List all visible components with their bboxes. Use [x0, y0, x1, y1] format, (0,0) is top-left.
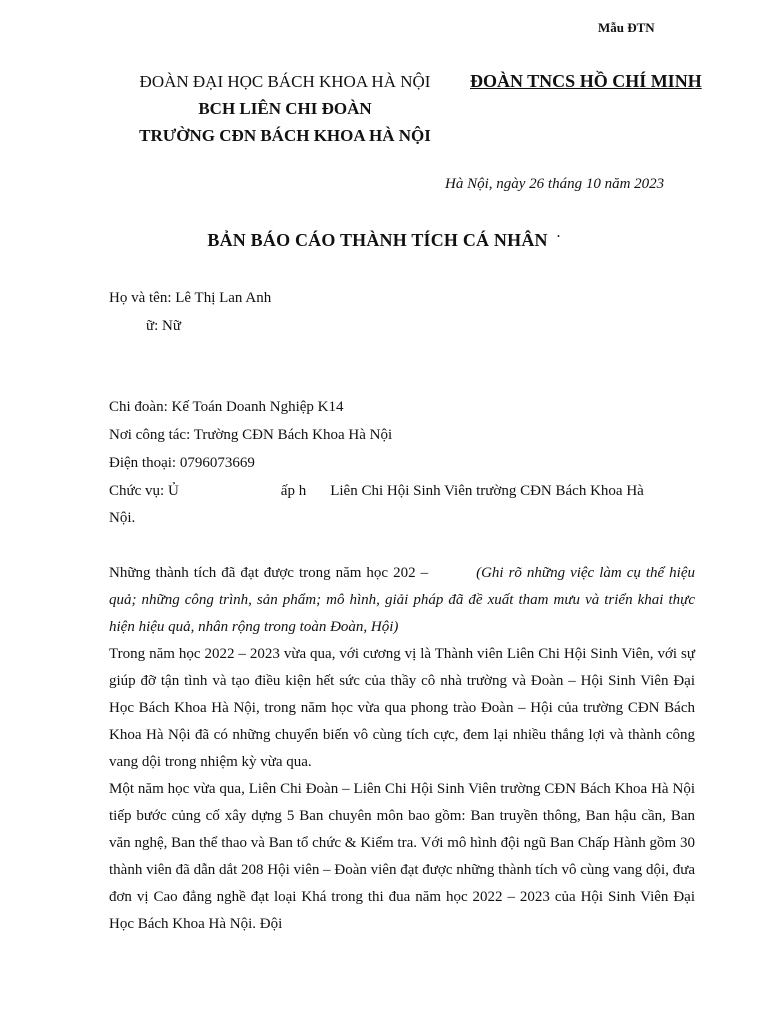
field-phone: Điện thoại: 0796073669 — [109, 455, 255, 471]
paragraph-1 — [109, 641, 695, 776]
organization-header-right: ĐOÀN TNCS HỒ CHÍ MINH — [470, 71, 702, 91]
field-position — [109, 481, 644, 501]
intro-paragraph — [109, 560, 695, 641]
paragraph-1-rest: – Hội Sinh Viên Đại Học Bách Khoa Hà Nội, trong năm học vừa qua phong trào Đoàn – Hội của trường CĐN Bách Khoa Hà Nội đã có những chuyển biến vô cùng tích cực, đem lại nhiều thắng lợi và thành công vang dội trong nhiệm kỳ vừa qua. — [109, 673, 696, 770]
paragraph-2: Một năm học vừa qua, Liên Chi Đoàn – Liên Chi Hội Sinh Viên trường CĐN Bách Khoa Hà Nội tiếp bước củng cố xây dựng 5 Ban chuyên môn bao gồm: Ban truyền thông, Ban hậu cần, Ban văn nghệ, Ban thể thao và Ban tổ chức & Kiểm tra. Với mô hình đội ngũ Ban Chấp Hành gồm 30 thành viên đã dẫn dắt 208 Hội viên – Đoàn viên đạt được những thành tích vô cùng vang dội, đưa đơn vị Cao đẳng nghề đạt loại Khá trong thi đua năm học 2022 – 2023 của Hội Sinh Viên Đại Học Bách Khoa Hà Nội. Đội — [109, 781, 695, 932]
document-title-text: BẢN BÁO CÁO THÀNH TÍCH CÁ NHÂN — [207, 230, 548, 250]
position-part-2: ấp h — [280, 483, 307, 499]
org-line-committee: BCH LIÊN CHI ĐOÀN — [198, 99, 372, 118]
date-line: Hà Nội, ngày 26 tháng 10 năm 2023 — [445, 176, 665, 192]
form-code: Mẫu ĐTN — [598, 20, 655, 35]
intro-note: (Ghi rõ những việc làm cụ thể hiệu quả; những công trình, sản phẩm; mô hình, giải pháp đã đề xuất tham mưu và triển khai thực hiện hiệu quả, nhân rộng trong toàn Đoàn, Hội) — [109, 565, 695, 635]
position-part-1: Chức vụ: Ủ — [109, 483, 179, 499]
field-sex: ữ: Nữ — [146, 318, 182, 334]
org-line-university-union: ĐOÀN ĐẠI HỌC BÁCH KHOA HÀ NỘI — [139, 72, 431, 91]
organization-header-left — [110, 68, 460, 149]
field-full-name: Họ và tên: Lê Thị Lan Anh — [109, 290, 272, 306]
position-part-3: Liên Chi Hội Sinh Viên trường CĐN Bách Khoa Hà — [330, 483, 644, 499]
field-workplace: Nơi công tác: Trường CĐN Bách Khoa Hà Nội — [109, 427, 393, 443]
org-line-college: TRƯỜNG CĐN BÁCH KHOA HÀ NỘI — [139, 126, 431, 145]
paragraph-1-start: Trong năm học 2022 – 2023 vừa qua, với cương vị là Thành viên Liên Chi Hội Sinh Viên, với sự giúp đỡ tận tình và tạo điều kiện hết sức của thầy cô nhà trường và Đoàn — [109, 646, 695, 689]
field-position-continued: Nội. — [109, 510, 136, 526]
document-title — [0, 229, 768, 251]
report-body — [109, 560, 695, 938]
intro-text: Những thành tích đã đạt được trong năm học 202 – — [109, 565, 429, 581]
title-mark: · — [556, 229, 561, 243]
field-chi-doan: Chi đoàn: Kế Toán Doanh Nghiệp K14 — [109, 399, 344, 415]
